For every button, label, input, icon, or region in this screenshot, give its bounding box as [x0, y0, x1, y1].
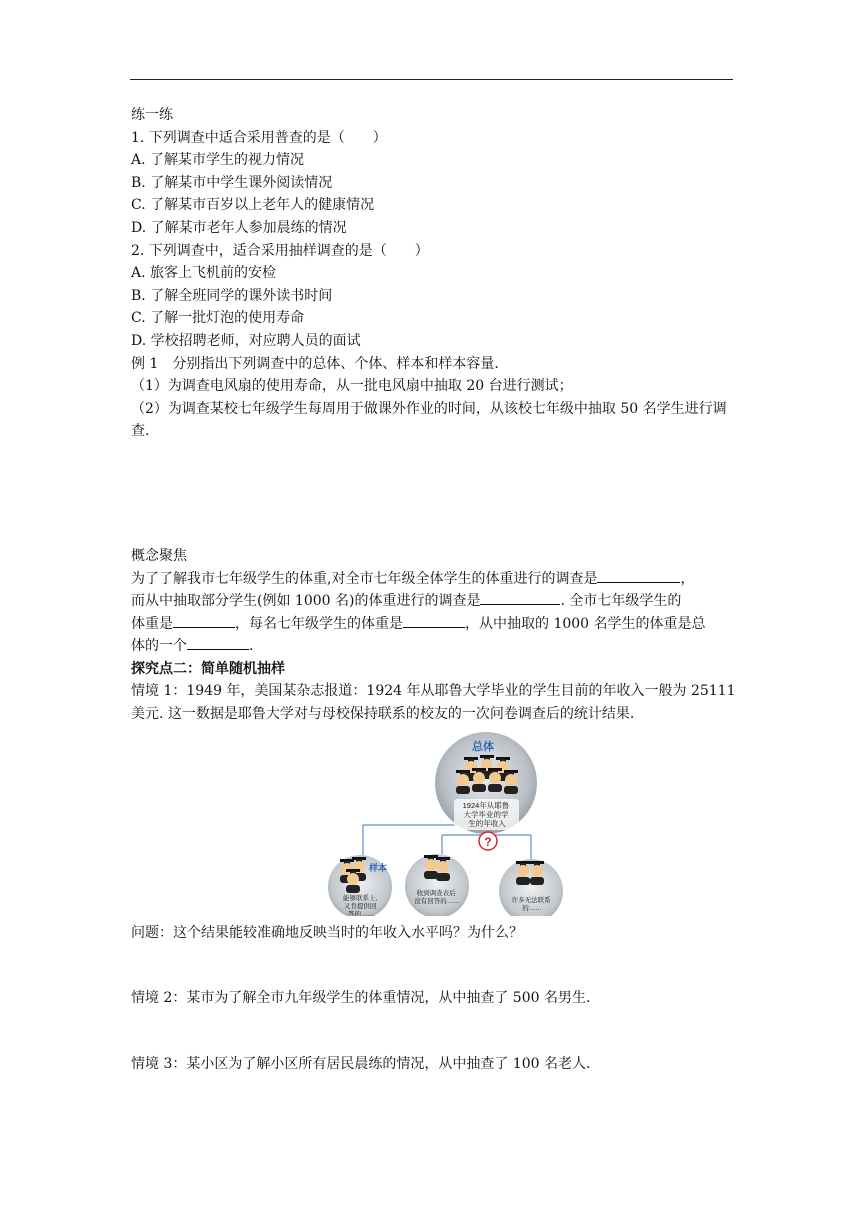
- svg-text:许多无法联系 的……: 许多无法联系 的……: [511, 896, 551, 912]
- q2-option-c: C. 了解一批灯泡的使用寿命: [131, 310, 305, 327]
- example-item-1: （1）为调查电风扇的使用寿命，从一批电风扇中抽取 20 台进行测试；: [131, 378, 573, 395]
- scenario-1: 情境 1：1949 年，美国某杂志报道：1924 年从耶鲁大学毕业的学生目前的年收入一般为 25111 美元. 这一数据是耶鲁大学对与母校保持联系的校友的一次问卷调查后的统计结果.: [131, 683, 736, 723]
- question-2: 2. 下列调查中，适合采用抽样调查的是（ ）: [131, 242, 429, 259]
- example-title: 例 1 分别指出下列调查中的总体、个体、样本和样本容量.: [131, 355, 499, 372]
- population-text-2: 大学毕业的学: [463, 809, 509, 819]
- concept-line-3: 体重是 ，每名七年级学生的体重是 ，从中抽取的 1000 名学生的体重是总: [131, 613, 736, 636]
- practice-heading: 练一练: [131, 107, 173, 123]
- question-1: 1. 下列调查中适合采用普查的是（ ）: [131, 129, 387, 146]
- population-text-1: 1924年从耶鲁: [462, 800, 510, 810]
- svg-text:?: ?: [484, 834, 492, 849]
- population-text-3: 生的年收入: [468, 818, 506, 828]
- svg-text:1924年从耶鲁 大学毕业的学: [463, 800, 512, 828]
- question-text: 问题：这个结果能较准确地反映当时的年收入水平吗？为什么？: [131, 924, 523, 941]
- svg-text:能够联系上, 又肯提供回 答: 能够联系上, 又肯提供回 答的……: [342, 894, 378, 916]
- example-item-2: （2）为调查某校七年级学生每周用于做课外作业的时间，从该校七年级中抽取 50 名学生进行调查.: [131, 400, 727, 440]
- sample-label: 样本: [368, 862, 388, 873]
- svg-text:收到调查表后 没有回答的……: 收到调查表后 没有回答的……: [414, 889, 460, 905]
- concept-line-4: 体的一个 .: [131, 635, 736, 658]
- fill-blank[interactable]: [173, 613, 235, 628]
- population-label: 总体: [472, 740, 494, 753]
- q1-option-c: C. 了解某市百岁以上老年人的健康情况: [131, 197, 375, 214]
- no-reply-circle: [405, 854, 469, 916]
- q2-option-b: B. 了解全班同学的课外读书时间: [131, 287, 333, 304]
- q1-option-b: B. 了解某市中学生课外阅读情况: [131, 174, 333, 191]
- scenario-2: 情境 2：某市为了解全市九年级学生的体重情况，从中抽查了 500 名男生.: [131, 990, 591, 1007]
- header-rule: [130, 79, 733, 80]
- fill-blank[interactable]: [187, 635, 249, 650]
- q1-option-d: D. 了解某市老年人参加晨练的情况: [131, 219, 347, 236]
- fill-blank[interactable]: [403, 613, 465, 628]
- q2-option-d: D. 学校招聘老师，对应聘人员的面试: [131, 332, 361, 349]
- fill-blank[interactable]: [480, 590, 560, 605]
- document-body: [131, 104, 736, 1075]
- q1-option-a: A. 了解某市学生的视力情况: [131, 152, 305, 169]
- sampling-diagram: [131, 732, 736, 916]
- scenario-3: 情境 3：某小区为了解小区所有居民晨练的情况，从中抽查了 100 名老人.: [131, 1055, 591, 1072]
- fill-blank[interactable]: [597, 568, 680, 583]
- sampling-figure: [131, 732, 736, 916]
- concept-line-2: 而从中抽取部分学生(例如 1000 名)的体重进行的调查是 . 全市七年级学生的: [131, 590, 736, 613]
- concept-heading: 概念聚焦: [131, 547, 187, 564]
- section2-heading: 探究点二：简单随机抽样: [131, 660, 285, 677]
- q2-option-a: A. 旅客上飞机前的安检: [131, 265, 277, 282]
- concept-line-1: 为了了解我市七年级学生的体重,对全市七年级全体学生的体重进行的调查是 ，: [131, 568, 736, 591]
